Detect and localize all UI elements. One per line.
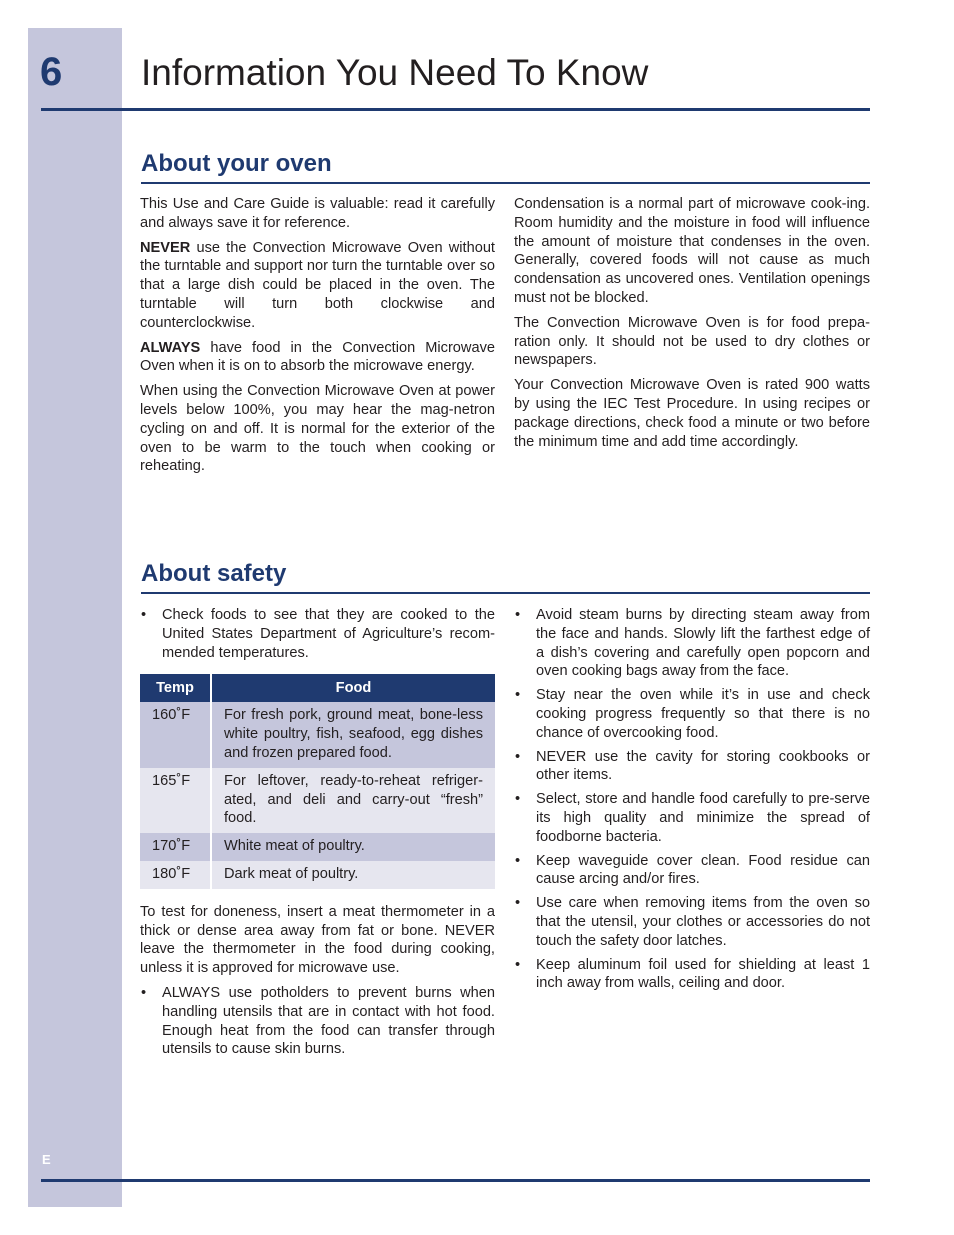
footer-letter: E [42, 1152, 51, 1167]
oven-paragraph [140, 339, 495, 377]
header-rule [41, 108, 870, 111]
oven-paragraph: The Convection Microwave Oven is for food prepa-ration only. It should not be used to dry clothes or newspapers. [514, 314, 870, 369]
page-number: 6 [40, 50, 63, 94]
list-item: • Avoid steam burns by directing steam away from the face and hands. Slowly lift the farthest edge of a dish’s covering and carefully open popcorn and oven cooking bags away from the face. [514, 606, 870, 681]
about-oven-left-column [140, 195, 495, 482]
oven-paragraph: Condensation is a normal part of microwave cook-ing. Room humidity and the moisture in food will influence the amount of moisture that condenses in the oven. Generally, covered foods will not cause as much condensation as uncovered ones. Ventilation openings must not be blocked. [514, 196, 870, 306]
food-cell: For leftover, ready-to-reheat refriger-ated, and deli and carry-out “fresh” food. [211, 768, 495, 833]
list-item: • ALWAYS use potholders to prevent burns when handling utensils that are in contact with hot food. Enough heat from the food can transfer through utensils to cause skin burns. [140, 984, 495, 1059]
about-safety-rule [141, 592, 870, 594]
oven-paragraph [140, 239, 495, 333]
food-cell: Dark meat of poultry. [211, 861, 495, 889]
safety-list [514, 606, 870, 993]
list-item: • Check foods to see that they are cooked to the United States Department of Agriculture’s recom-mended temperatures. [140, 606, 495, 662]
about-safety-right-column [514, 606, 870, 998]
about-oven-right-column [514, 195, 870, 457]
table-row [140, 702, 495, 767]
food-cell: White meat of poultry. [211, 833, 495, 861]
side-band [28, 28, 122, 1207]
food-cell: For fresh pork, ground meat, bone-less white poultry, fish, seafood, egg dishes and frozen prepared food. [211, 702, 495, 767]
page-title: Information You Need To Know [141, 52, 649, 93]
oven-paragraph: This Use and Care Guide is valuable: read it carefully and always save it for reference. [140, 196, 495, 231]
temp-cell: 180˚F [140, 861, 211, 889]
table-row [140, 768, 495, 833]
about-safety-heading: About safety [141, 560, 287, 587]
doneness-paragraph: To test for doneness, insert a meat thermometer in a thick or dense area away from fat or bone. NEVER leave the thermometer in the food during cooking, unless it is approved for microwave use. [140, 903, 495, 977]
temperature-table [140, 674, 495, 888]
oven-paragraph-text: use the Convection Microwave Oven without the turntable and support nor turn the turntable over so that a large dish could be placed in the oven. The turntable will turn both clockwise and counterclockwise. [140, 239, 495, 331]
list-item: • Use care when removing items from the oven so that the utensil, your clothes or accessories do not touch the safety door latches. [514, 894, 870, 950]
emphasis-always: ALWAYS [140, 339, 201, 356]
list-item: • NEVER use the cavity for storing cookbooks or other items. [514, 748, 870, 786]
temp-cell: 160˚F [140, 702, 211, 767]
list-item: • Stay near the oven while it’s in use and check cooking progress frequently so that there is no chance of overcooking food. [514, 686, 870, 742]
oven-paragraph: When using the Convection Microwave Oven at power levels below 100%, you may hear the mag-netron cycling on and off. It is normal for the exterior of the oven to be warm to the touch when cooking or reheating. [140, 383, 495, 475]
about-oven-heading: About your oven [141, 150, 332, 177]
temp-cell: 170˚F [140, 833, 211, 861]
about-safety-left-column [140, 606, 495, 1064]
safety-list [140, 606, 495, 662]
table-header-food: Food [211, 674, 495, 702]
table-row [140, 833, 495, 861]
list-item: • Select, store and handle food carefully to pre-serve its high quality and minimize the spread of foodborne bacteria. [514, 790, 870, 846]
oven-paragraph-text: have food in the Convection Microwave Oven when it is on to absorb the microwave energy. [140, 339, 495, 375]
safety-list [140, 984, 495, 1059]
footer-rule [41, 1179, 870, 1182]
emphasis-never: NEVER [140, 239, 191, 256]
table-row [140, 861, 495, 889]
list-item: • Keep waveguide cover clean. Food residue can cause arcing and/or fires. [514, 852, 870, 890]
about-oven-rule [141, 182, 870, 184]
temp-cell: 165˚F [140, 768, 211, 833]
table-header-temp: Temp [140, 674, 211, 702]
list-item: • Keep aluminum foil used for shielding at least 1 inch away from walls, ceiling and door. [514, 956, 870, 994]
oven-paragraph: Your Convection Microwave Oven is rated 900 watts by using the IEC Test Procedure. In using recipes or package directions, check food a minute or two before the minimum time and add time accordingly. [514, 377, 870, 450]
